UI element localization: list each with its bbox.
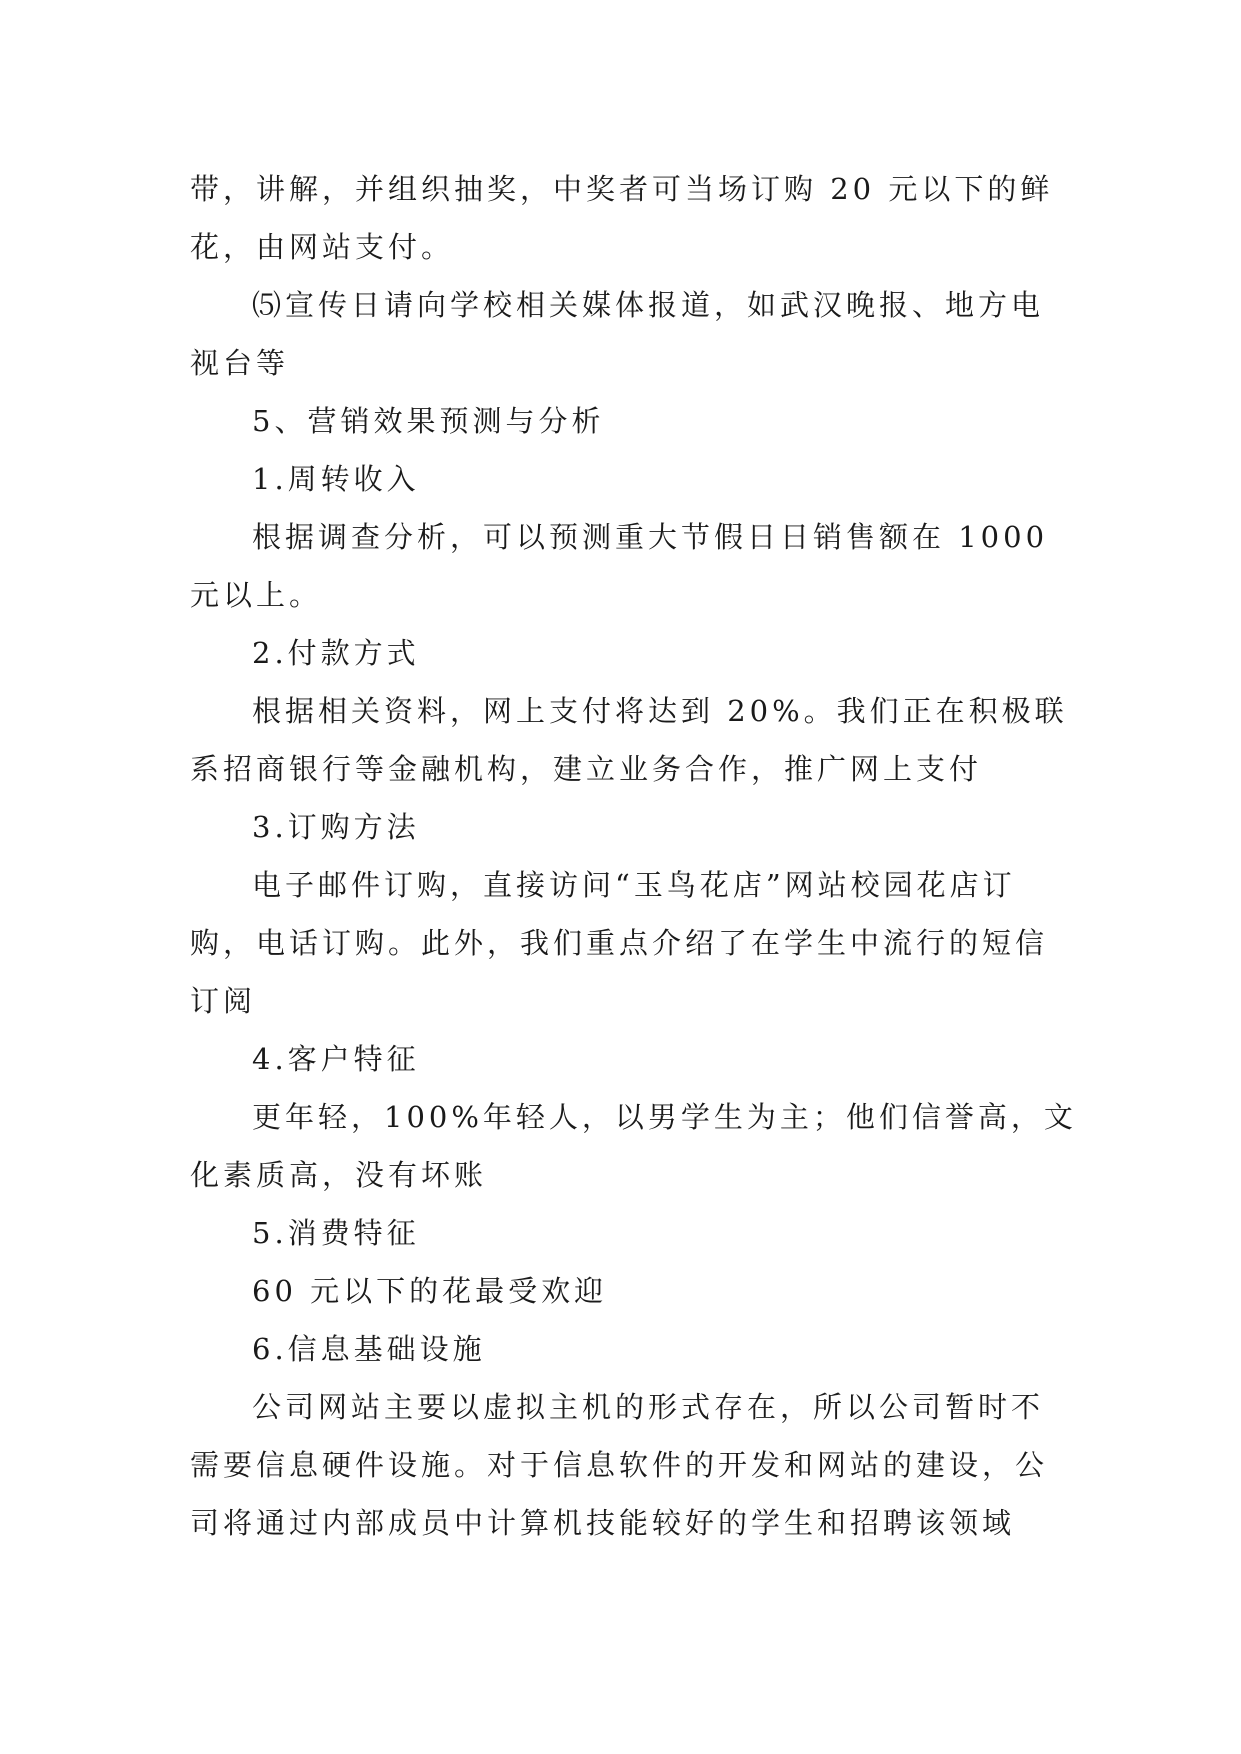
text-line: 根据调查分析，可以预测重大节假日日销售额在 1000	[252, 520, 1049, 554]
text-line: 60 元以下的花最受欢迎	[252, 1274, 608, 1308]
subsection-heading: 6.信息基础设施	[252, 1332, 486, 1366]
document-body	[190, 160, 1077, 1552]
text-line: ⑸宣传日请向学校相关媒体报道，如武汉晚报、地方电	[252, 288, 1045, 322]
subsection-heading: 5.消费特征	[252, 1216, 420, 1250]
text-line: 花，由网站支付。	[190, 230, 455, 264]
text-line: 更年轻，100%年轻人，以男学生为主；他们信誉高，文	[252, 1100, 1077, 1134]
text-line: 视台等	[190, 346, 290, 380]
text-line: 带，讲解，并组织抽奖，中奖者可当场订购 20 元以下的鲜	[190, 172, 1054, 206]
text-line: 电子邮件订购，直接访问“玉鸟花店”网站校园花店订	[252, 868, 1016, 902]
text-line: 元以上。	[190, 578, 323, 612]
section-heading: 5、营销效果预测与分析	[252, 404, 605, 438]
text-line: 公司网站主要以虚拟主机的形式存在，所以公司暂时不	[252, 1390, 1045, 1424]
text-line: 需要信息硬件设施。对于信息软件的开发和网站的建设，公	[190, 1448, 1049, 1482]
text-line: 系招商银行等金融机构，建立业务合作，推广网上支付	[190, 752, 983, 786]
subsection-heading: 4.客户特征	[252, 1042, 420, 1076]
text-line: 司将通过内部成员中计算机技能较好的学生和招聘该领域	[190, 1506, 1016, 1540]
text-line: 订阅	[190, 984, 257, 1018]
text-line: 根据相关资料，网上支付将达到 20%。我们正在积极联	[252, 694, 1068, 728]
subsection-heading: 1.周转收入	[252, 462, 420, 496]
subsection-heading: 2.付款方式	[252, 636, 420, 670]
text-line: 购，电话订购。此外，我们重点介绍了在学生中流行的短信	[190, 926, 1049, 960]
text-line: 化素质高，没有坏账	[190, 1158, 488, 1192]
subsection-heading: 3.订购方法	[252, 810, 420, 844]
